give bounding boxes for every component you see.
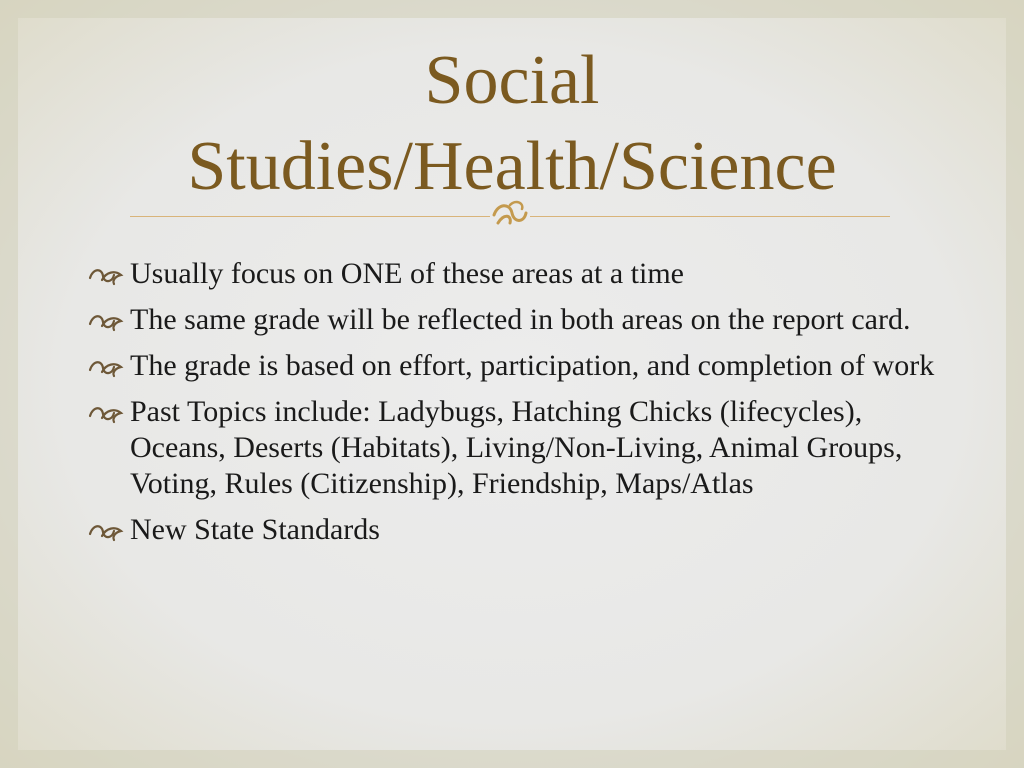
title-divider-left bbox=[130, 216, 490, 217]
title-divider-right bbox=[530, 216, 890, 217]
bullet-text: New State Standards bbox=[130, 513, 380, 546]
list-item bbox=[88, 302, 948, 338]
flourish-bullet-icon bbox=[88, 520, 124, 542]
flourish-bullet-icon bbox=[88, 402, 124, 424]
title-line-2: Studies/Health/Science bbox=[187, 128, 837, 205]
bullet-text: The grade is based on effort, participation, and completion of work bbox=[130, 349, 935, 382]
bullet-list bbox=[88, 256, 948, 558]
bullet-text: Usually focus on ONE of these areas at a time bbox=[130, 257, 684, 290]
list-item bbox=[88, 512, 948, 548]
slide-title bbox=[60, 38, 964, 210]
flourish-bullet-icon bbox=[88, 310, 124, 332]
list-item bbox=[88, 394, 948, 502]
bullet-text: The same grade will be reflected in both areas on the report card. bbox=[130, 303, 911, 336]
title-line-1: Social bbox=[424, 42, 600, 119]
bullet-text: Past Topics include: Ladybugs, Hatching Chicks (lifecycles), Oceans, Deserts (Habitats), Living/Non-Living, Animal Groups, Voting, Rules (Citizenship), Friendship, Maps/Atlas bbox=[130, 395, 903, 500]
flourish-bullet-icon bbox=[88, 356, 124, 378]
list-item bbox=[88, 348, 948, 384]
flourish-bullet-icon bbox=[88, 264, 124, 286]
list-item bbox=[88, 256, 948, 292]
flourish-divider-icon bbox=[490, 193, 530, 233]
